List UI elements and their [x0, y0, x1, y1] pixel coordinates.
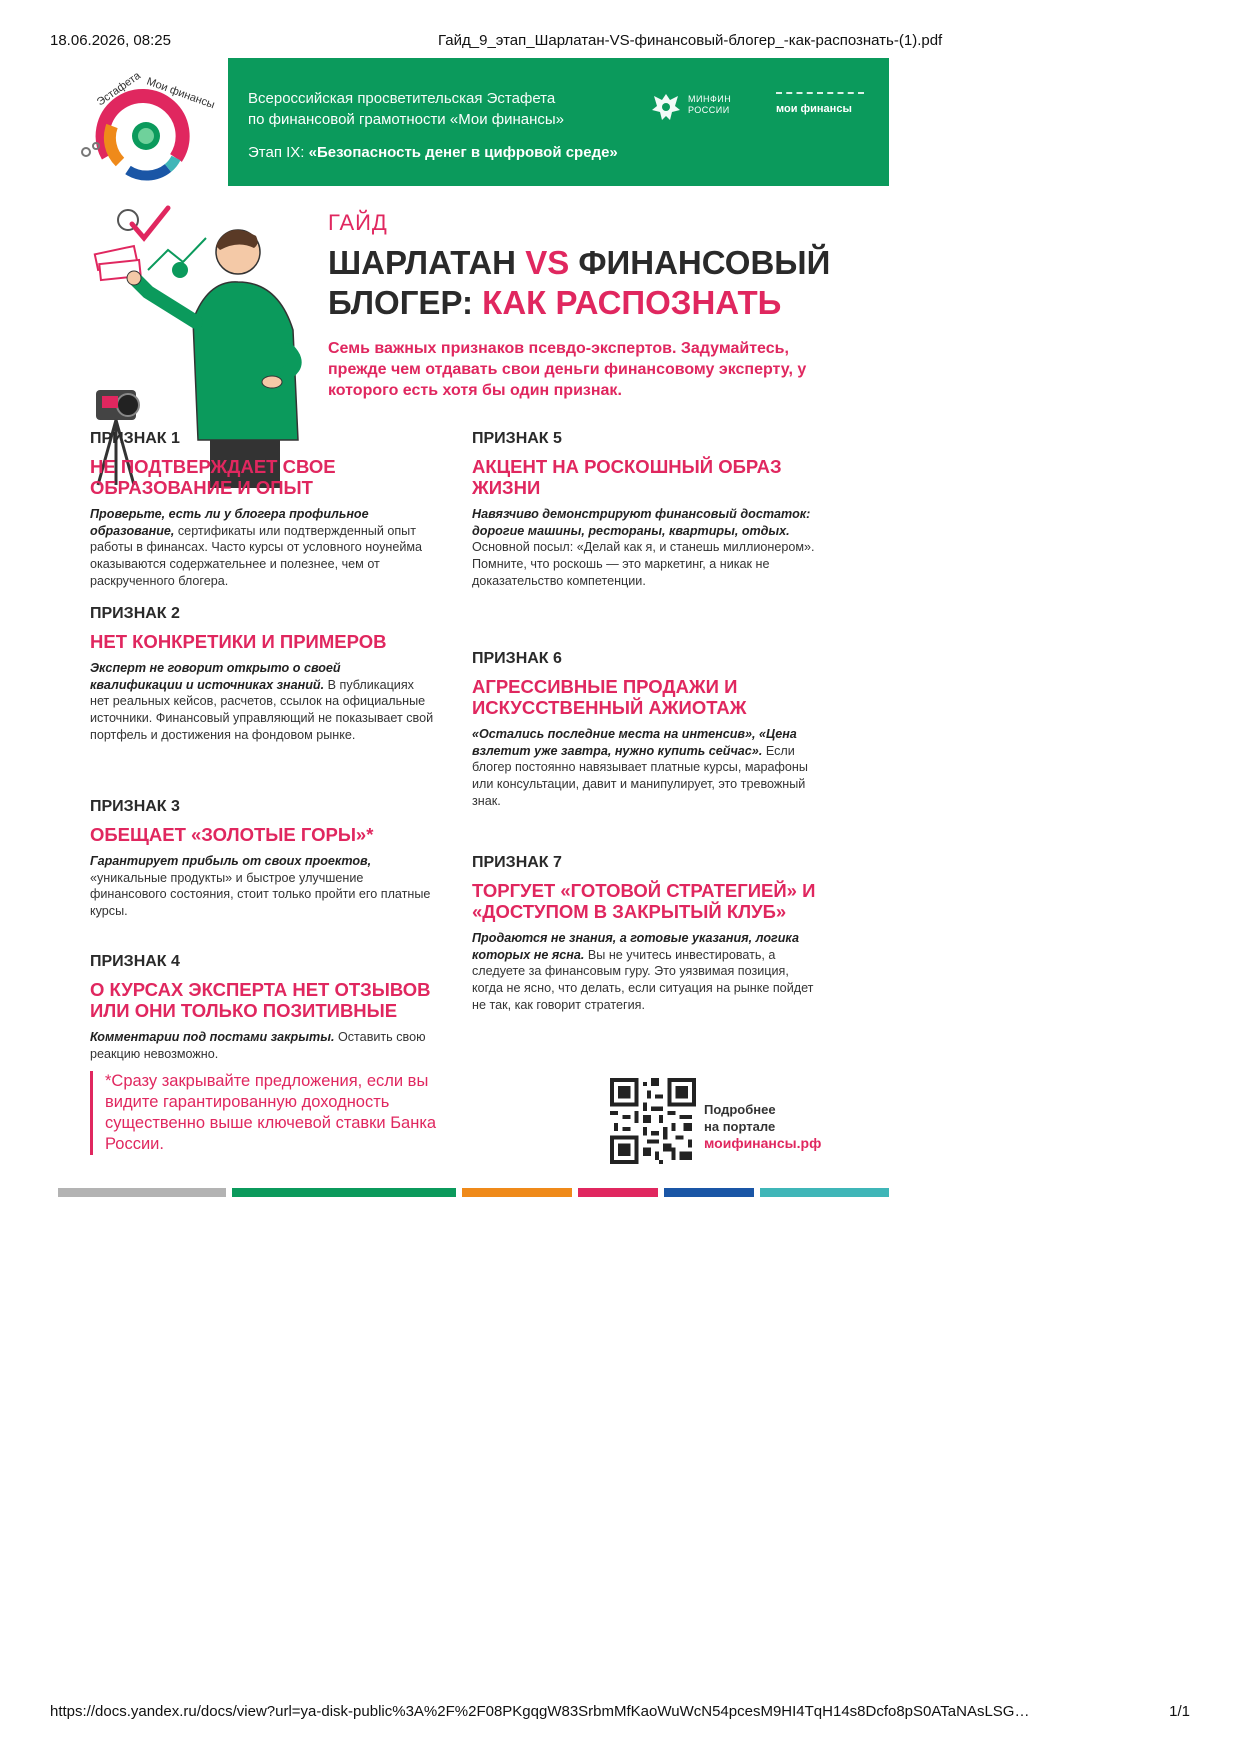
sign-emphasis: «Остались последние места на интенсив», «Цена взлетит уже завтра, нужно купить сейчас». — [472, 727, 797, 758]
header-banner — [228, 58, 889, 186]
print-url: https://docs.yandex.ru/docs/view?url=ya-disk-public%3A%2F%2F08PKgqgW83SrbmMfKaoWuWcN54pcesM9HI4TqH14s8Dcfo8pS0ATaNAsLSG… — [50, 1703, 1030, 1720]
sign-emphasis: Гарантирует прибыль от своих проектов, — [90, 854, 372, 868]
title-part-c: БЛОГЕР: — [328, 284, 483, 321]
print-footer — [50, 1703, 1190, 1725]
sign-text: Вы не учитесь инвестировать, а следуете за финансовым гуру. Это уязвимая позиция, когда не ясно, что делать, если ситуация на рынке пойдет не так, как говорит стратегия. — [472, 947, 814, 1012]
sign-body — [472, 726, 817, 810]
sign-emphasis: Навязчиво демонстрируют финансовый достаток: дорогие машины, рестораны, квартиры, отдых. — [472, 507, 811, 538]
guide-sheet — [58, 58, 889, 1238]
portal-block — [704, 1101, 821, 1152]
sign-body — [90, 660, 435, 744]
stripe-blue — [664, 1188, 754, 1197]
sign-heading: ОБЕЩАЕТ «ЗОЛОТЫЕ ГОРЫ»* — [90, 824, 374, 845]
myfin-logo — [776, 92, 864, 115]
sign-number: ПРИЗНАК 3 — [90, 798, 180, 815]
sign-number: ПРИЗНАК 7 — [472, 854, 562, 871]
title-part-d: КАК РАСПОЗНАТЬ — [482, 284, 782, 321]
sign-text: В публикациях нет реальных кейсов, расчетов, ссылок на официальные источники. Финансовый управляющий не показывает свой портфель и достижения на фондовом рынке. — [90, 677, 434, 742]
portal-line-2: на портале — [704, 1119, 776, 1134]
banner-stage — [248, 144, 618, 161]
title-part-a: ШАРЛАТАН — [328, 244, 526, 281]
sign-number: ПРИЗНАК 4 — [90, 953, 180, 970]
stripe-green — [232, 1188, 456, 1197]
sign-4 — [90, 953, 435, 1062]
sign-2 — [90, 605, 435, 744]
sign-body — [472, 930, 817, 1014]
sign-number: ПРИЗНАК 5 — [472, 430, 562, 447]
sign-heading: НЕ ПОДТВЕРЖДАЕТ СВОЕ ОБРАЗОВАНИЕ И ОПЫТ — [90, 456, 336, 498]
banner-line-2: по финансовой грамотности «Мои финансы» — [248, 111, 565, 128]
sign-number: ПРИЗНАК 1 — [90, 430, 180, 447]
sign-text: Если блогер постоянно навязывает платные курсы, марафоны или консультации, давит и манипулирует, это тревожный знак. — [472, 743, 808, 808]
print-doc-title: Гайд_9_этап_Шарлатан-VS-финансовый-блогер_-как-распознать-(1).pdf — [438, 32, 943, 49]
qr-code-icon[interactable] — [610, 1078, 696, 1164]
myfin-label: мои финансы — [776, 103, 852, 115]
sign-heading: НЕТ КОНКРЕТИКИ И ПРИМЕРОВ — [90, 631, 387, 652]
portal-line-1: Подробнее — [704, 1102, 776, 1117]
sign-emphasis: Комментарии под постами закрыты. — [90, 1030, 335, 1044]
svg-text:Эстафета: Эстафета — [94, 69, 143, 109]
sign-text: Оставить свою реакцию невозможно. — [90, 1030, 426, 1061]
subtitle: Семь важных признаков псевдо-экспертов. Задумайтесь, прежде чем отдавать свои деньги финансовому эксперту, у которого есть хотя бы один признак. — [328, 340, 807, 399]
sign-3 — [90, 798, 435, 920]
minfin-label: МИНФИН РОССИИ — [688, 94, 732, 115]
stripe-gray — [58, 1188, 226, 1197]
sign-heading: АКЦЕНТ НА РОСКОШНЫЙ ОБРАЗ ЖИЗНИ — [472, 456, 782, 498]
sign-5 — [472, 430, 817, 590]
stage-prefix: Этап IX: — [248, 144, 309, 161]
sign-text: сертификаты или подтвержденный опыт работы в финансах. Часто курсы от условного ноунейма оказываются содержательнее и полезнее, чем от раскрученного блогера. — [90, 523, 423, 588]
coat-of-arms-icon — [648, 88, 684, 124]
relay-logo-icon — [68, 66, 218, 186]
sign-emphasis: Проверьте, есть ли у блогера профильное образование, — [90, 507, 369, 538]
sign-emphasis: Продаются не знания, а готовые указания, логика которых не ясна. — [472, 931, 799, 962]
sign-6 — [472, 650, 817, 810]
stripe-teal — [760, 1188, 889, 1197]
sign-body — [90, 506, 435, 590]
sign-body — [90, 1029, 435, 1062]
print-date: 18.06.2026, 08:25 — [50, 32, 171, 49]
svg-text:Мои финансы: Мои финансы — [144, 75, 217, 112]
stripe-pink — [578, 1188, 658, 1197]
sign-number: ПРИЗНАК 6 — [472, 650, 562, 667]
print-page-number: 1/1 — [1169, 1703, 1190, 1720]
title-part-b: ФИНАНСОВЫЙ — [569, 244, 831, 281]
sign-heading: ТОРГУЕТ «ГОТОВОЙ СТРАТЕГИЕЙ» И «ДОСТУПОМ В ЗАКРЫТЫЙ КЛУБ» — [472, 880, 816, 922]
sign-1 — [90, 430, 435, 590]
sign-body — [90, 853, 435, 920]
sign-number: ПРИЗНАК 2 — [90, 605, 180, 622]
banner-line-1: Всероссийская просветительская Эстафета — [248, 90, 556, 107]
main-title — [328, 243, 888, 323]
sign-7 — [472, 854, 817, 1014]
sign-text: Основной посыл: «Делай как я, и станешь миллионером». Помните, что роскошь — это маркетинг, а никак не доказательство компетенции. — [472, 540, 815, 588]
portal-link[interactable]: моифинансы.рф — [704, 1135, 822, 1151]
print-header — [50, 30, 1190, 52]
stripe-orange — [462, 1188, 572, 1197]
footnote: *Сразу закрывайте предложения, если вы видите гарантированную доходность существенно выше ключевой ставки Банка России. — [90, 1071, 445, 1155]
sign-text: «уникальные продукты» и быстрое улучшение финансового состояния, стоит только пройти его платные курсы. — [90, 870, 431, 919]
stage-title: «Безопасность денег в цифровой среде» — [308, 144, 618, 161]
title-vs: VS — [525, 244, 570, 281]
sign-heading: О КУРСАХ ЭКСПЕРТА НЕТ ОТЗЫВОВ ИЛИ ОНИ ТОЛЬКО ПОЗИТИВНЫЕ — [90, 979, 431, 1021]
guide-label: ГАЙД — [328, 210, 388, 235]
myfin-bars — [776, 92, 864, 97]
sign-body — [472, 506, 817, 590]
sign-emphasis: Эксперт не говорит открыто о своей квалификации и источниках знаний. — [90, 661, 341, 692]
sign-heading: АГРЕССИВНЫЕ ПРОДАЖИ И ИСКУССТВЕННЫЙ АЖИОТАЖ — [472, 676, 747, 718]
